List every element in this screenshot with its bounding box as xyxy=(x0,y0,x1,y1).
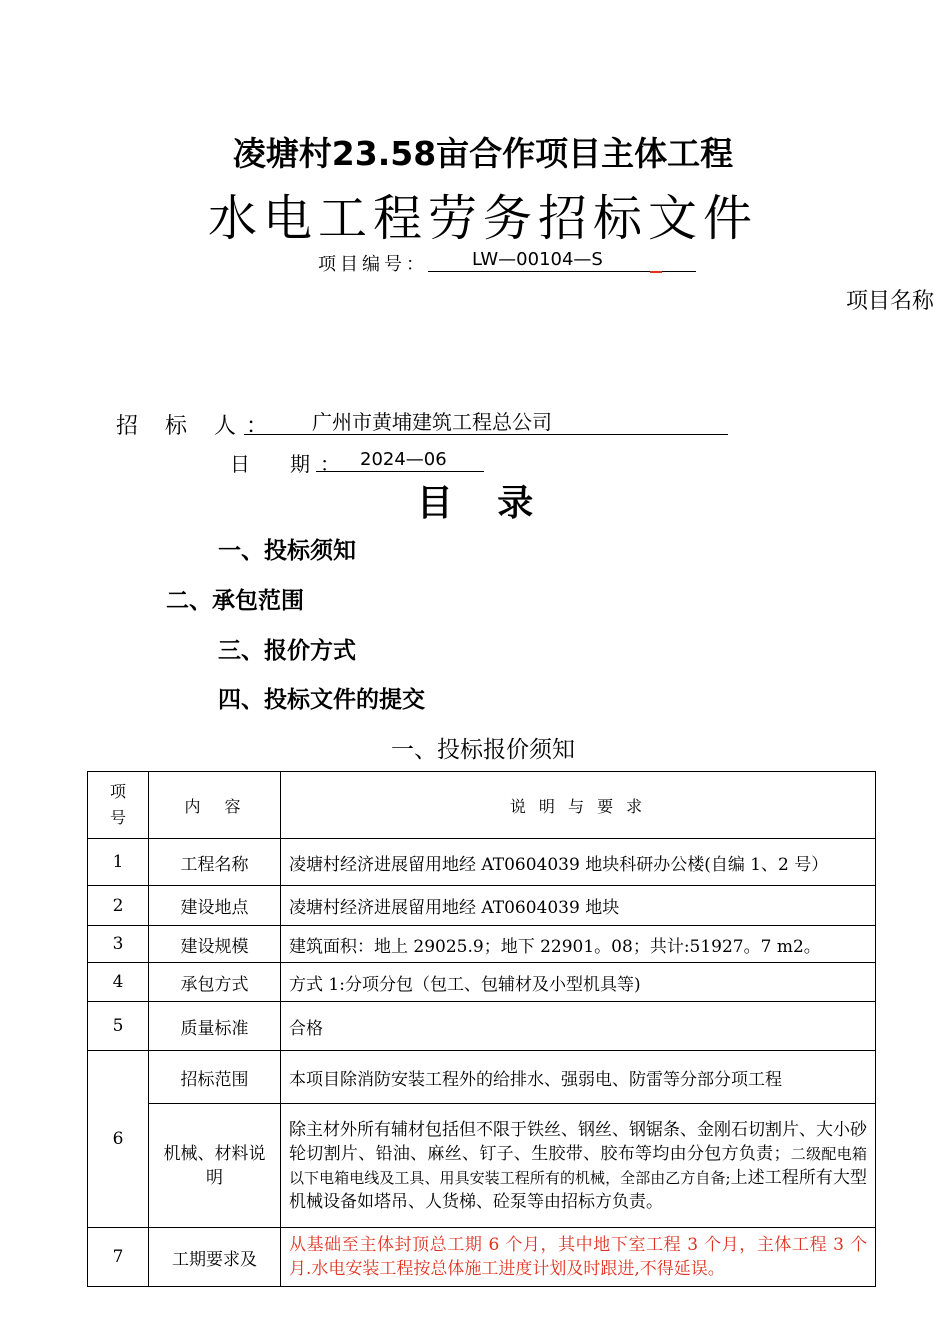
row-description: 合格 xyxy=(281,1002,876,1051)
desc-part-1: 除主材外所有辅材包括但不限于铁丝、钢丝、钢锯条、金刚石切割片、大小砂轮切割片、铅油、麻丝、钉子、生胶带、胶布等均由分包方负责； xyxy=(289,1119,867,1164)
row-item: 承包方式 xyxy=(149,963,281,1002)
table-row xyxy=(88,1228,876,1287)
table-row xyxy=(88,839,876,886)
bid-requirements-table xyxy=(87,771,876,1287)
row-description: 方式 1:分项分包（包工、包辅材及小型机具等) xyxy=(281,963,876,1002)
header-description: 说 明 与 要 求 xyxy=(281,772,876,839)
desc-part-3: 上述工程所有大型机械设备如塔吊、人货梯、砼泵等由招标方负责。 xyxy=(289,1167,867,1212)
toc-item-3[interactable]: 三、报价方式 xyxy=(218,638,356,664)
table-row xyxy=(88,963,876,1002)
table-row xyxy=(88,1104,876,1228)
row-number: 1 xyxy=(88,839,149,886)
document-subtitle: 水电工程劳务招标文件 xyxy=(207,190,758,247)
table-row xyxy=(88,1051,876,1104)
row-description: 从基础至主体封顶总工期 6 个月，其中地下室工程 3 个月，主体工程 3 个月.水电安装工程按总体施工进度计划及时跟进,不得延误。 xyxy=(281,1228,876,1287)
row-description: 凌塘村经济进展留用地经 AT0604039 地块科研办公楼(自编 1、2 号） xyxy=(281,839,876,886)
row-item: 工程名称 xyxy=(149,839,281,886)
header-item-number: 项号 xyxy=(88,772,149,839)
section-title: 一、投标报价须知 xyxy=(391,737,575,763)
row-number: 7 xyxy=(88,1228,149,1287)
tenderer-value: 广州市黄埔建筑工程总公司 xyxy=(244,409,728,435)
row-item: 建设规模 xyxy=(149,926,281,963)
row-item: 质量标准 xyxy=(149,1002,281,1051)
header-content: 内 容 xyxy=(149,772,281,839)
row-item: 招标范围 xyxy=(149,1051,281,1104)
row-number: 4 xyxy=(88,963,149,1002)
row-description: 建筑面积：地上 29025.9；地下 22901。08；共计:51927。7 m2。 xyxy=(281,926,876,963)
table-row xyxy=(88,926,876,963)
desc-part-2: 二级配电箱以下电箱电线及工具、用具安装工程所有的机械，全部由乙方自备; xyxy=(289,1144,867,1187)
row-description: 本项目除消防安装工程外的给排水、强弱电、防雷等分部分项工程 xyxy=(281,1051,876,1104)
toc-item-2[interactable]: 二、承包范围 xyxy=(166,588,304,614)
row-item: 机械、材料说明 xyxy=(149,1104,281,1228)
row-number: 2 xyxy=(88,886,149,926)
row-number: 3 xyxy=(88,926,149,963)
row-description xyxy=(281,1104,876,1228)
row-item: 建设地点 xyxy=(149,886,281,926)
row-number: 6 xyxy=(88,1051,149,1228)
project-number-label: 项目编号： xyxy=(318,254,428,275)
date-value: 2024—06 xyxy=(316,448,484,472)
red-underline-mark xyxy=(650,271,662,273)
row-item: 工期要求及 xyxy=(149,1228,281,1287)
toc-item-1[interactable]: 一、投标须知 xyxy=(218,538,356,564)
toc-item-4[interactable]: 四、投标文件的提交 xyxy=(218,687,425,713)
tenderer-label: 招 标 人： xyxy=(116,414,278,439)
date-label: 日 期： xyxy=(230,452,350,476)
toc-title: 目 录 xyxy=(416,482,550,524)
row-description: 凌塘村经济进展留用地经 AT0604039 地块 xyxy=(281,886,876,926)
table-row xyxy=(88,886,876,926)
project-name-label: 项目名称 xyxy=(846,289,935,314)
row-number: 5 xyxy=(88,1002,149,1051)
table-header-row xyxy=(88,772,876,839)
project-number-value: LW—00104—S xyxy=(472,249,603,270)
table-row xyxy=(88,1002,876,1051)
project-number-field xyxy=(428,250,696,272)
document-title: 凌塘村23.58亩合作项目主体工程 xyxy=(232,134,734,173)
